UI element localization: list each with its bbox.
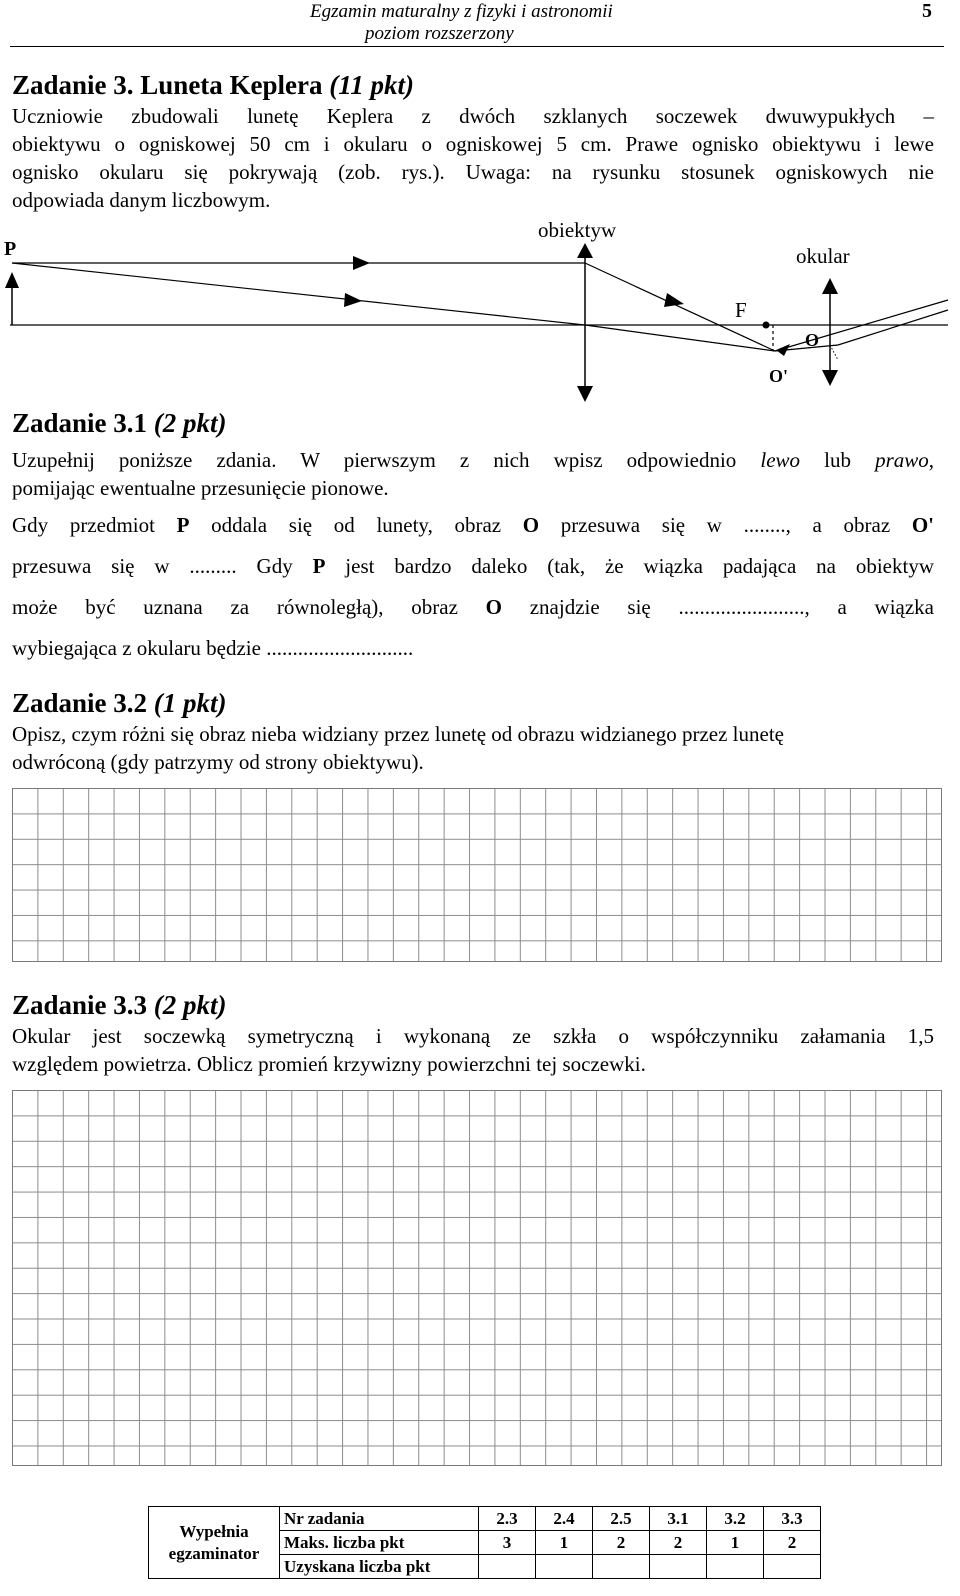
s3-blank-location[interactable]: znajdzie się ........................, a wiązka xyxy=(502,595,934,619)
task3-3-points: (2 pkt) xyxy=(153,990,227,1020)
obtained-points-cell[interactable] xyxy=(536,1555,593,1579)
instr-text-a: Uzupełnij poniższe zdania. W pierwszym z nich wpisz odpowiednio xyxy=(12,448,761,472)
max-points-cell: 3 xyxy=(479,1531,536,1555)
task3-1-sentence-line-4[interactable]: wybiegająca z okularu będzie ............................ xyxy=(12,636,414,660)
task3-3-title-number: Zadanie 3.3 xyxy=(12,990,154,1020)
max-points-cell: 2 xyxy=(650,1531,707,1555)
s2-text-b: jest bardzo daleko (tak, że wiązka padająca na obiektyw xyxy=(325,554,934,578)
task3-1-sentence-line-2 xyxy=(12,554,934,579)
max-points-cell: 1 xyxy=(707,1531,764,1555)
focal-point-F xyxy=(763,322,770,329)
objective-bottom-arrow xyxy=(577,386,593,402)
s1-symbol-O-prime: O' xyxy=(911,513,934,537)
task3-3-line-1: Okular jest soczewką symetryczną i wykonaną ze szkła o współczynniku załamania 1,5 xyxy=(12,1024,934,1048)
task-number-cell: 2.5 xyxy=(593,1507,650,1531)
task3-2-answer-grid[interactable] xyxy=(12,788,942,962)
task3-title-name: Luneta Keplera xyxy=(133,70,330,100)
instr-text-c: , xyxy=(928,448,934,472)
task3-intro-line-3: ognisko okularu się pokrywają (zob. rys.). Uwaga: na rysunku stosunek ogniskowych nie xyxy=(12,160,934,184)
task3-intro-line-1: Uczniowie zbudowali lunetę Keplera z dwóch szklanych soczewek dwuwypukłych – xyxy=(12,104,934,128)
obtained-points-cell[interactable] xyxy=(764,1555,821,1579)
exam-level: poziom rozszerzony xyxy=(365,23,514,44)
s2-symbol-P: P xyxy=(312,554,326,578)
label-eyepiece: okular xyxy=(796,244,850,268)
task3-3-answer-grid[interactable] xyxy=(12,1090,942,1466)
task3-2-title xyxy=(12,688,227,719)
task3-title xyxy=(12,70,414,101)
task-number-cell: 3.3 xyxy=(764,1507,821,1531)
instr-word-right: prawo xyxy=(875,448,929,472)
s1-text-a: Gdy przedmiot xyxy=(12,513,177,537)
task3-intro-line-2: obiektywu o ogniskowej 50 cm i okularu o ogniskowej 5 cm. Prawe ognisko obiektywu i lewe xyxy=(12,132,934,156)
obtained-points-cell[interactable] xyxy=(479,1555,536,1579)
task3-2-points: (1 pkt) xyxy=(153,688,227,718)
label-F: F xyxy=(735,298,747,322)
instr-word-left: lewo xyxy=(760,448,801,472)
s1-blank-direction[interactable]: przesuwa się w ........, a obraz xyxy=(539,513,912,537)
task3-2-line-2: odwróconą (gdy patrzymy od strony obiektywu). xyxy=(12,750,424,774)
score-row-task xyxy=(149,1507,821,1531)
task-number-cell: 2.4 xyxy=(536,1507,593,1531)
task3-2-line-1: Opisz, czym różni się obraz nieba widziany przez lunetę od obrazu widzianego przez lunetę xyxy=(12,722,784,746)
task-number-cell: 3.1 xyxy=(650,1507,707,1531)
max-points-cell: 2 xyxy=(764,1531,821,1555)
task3-1-title-number: Zadanie 3.1 xyxy=(12,408,154,438)
task3-1-instruction-line-1 xyxy=(12,448,934,473)
task3-3-title xyxy=(12,990,227,1021)
page-number: 5 xyxy=(922,0,932,22)
task3-1-title xyxy=(12,408,227,439)
task-number-cell: 2.3 xyxy=(479,1507,536,1531)
s3-text-a: może być uznana za równoległą), obraz xyxy=(12,595,486,619)
score-table xyxy=(148,1506,821,1579)
task3-1-instruction-line-2: pomijając ewentualne przesunięcie pionowe. xyxy=(12,476,389,500)
obtained-points-cell[interactable] xyxy=(707,1555,764,1579)
eyepiece-top-arrow xyxy=(822,278,838,294)
task-number-cell: 3.2 xyxy=(707,1507,764,1531)
row-header-max: Maks. liczba pkt xyxy=(280,1531,479,1555)
objective-top-arrow xyxy=(577,243,593,258)
s1-symbol-O: O xyxy=(522,513,540,537)
task3-intro-line-4: odpowiada danym liczbowym. xyxy=(12,188,271,212)
instr-text-b: lub xyxy=(800,448,876,472)
label-objective: obiektyw xyxy=(538,218,617,242)
label-O: O xyxy=(805,330,820,350)
exam-title: Egzamin maturalny z fizyki i astronomii xyxy=(310,1,613,22)
task3-2-title-number: Zadanie 3.2 xyxy=(12,688,154,718)
obtained-points-cell[interactable] xyxy=(593,1555,650,1579)
row-header-obtained: Uzyskana liczba pkt xyxy=(280,1555,479,1579)
obtained-points-cell[interactable] xyxy=(650,1555,707,1579)
eyepiece-bottom-arrow xyxy=(822,370,838,386)
row-header-task: Nr zadania xyxy=(280,1507,479,1531)
task3-1-points: (2 pkt) xyxy=(153,408,227,438)
max-points-cell: 1 xyxy=(536,1531,593,1555)
s2-blank-direction[interactable]: przesuwa się w ......... Gdy xyxy=(12,554,313,578)
label-O-prime: O' xyxy=(769,366,789,386)
examiner-label: Wypełnia egzaminator xyxy=(149,1507,280,1579)
task3-1-sentence-line-3 xyxy=(12,595,934,620)
header-rule xyxy=(10,46,944,47)
task3-1-sentence-line-1 xyxy=(12,513,934,538)
s3-symbol-O: O xyxy=(485,595,502,619)
task3-title-number: Zadanie 3. xyxy=(12,70,134,100)
label-P: P xyxy=(4,238,17,260)
task3-3-line-2: względem powietrza. Oblicz promień krzywizny powierzchni tej soczewki. xyxy=(12,1052,646,1076)
task3-points: (11 pkt) xyxy=(329,70,415,100)
object-arrow-head xyxy=(5,272,19,288)
s1-text-b: oddala się od lunety, obraz xyxy=(189,513,523,537)
max-points-cell: 2 xyxy=(593,1531,650,1555)
s1-symbol-P: P xyxy=(176,513,190,537)
ray-center xyxy=(12,263,585,325)
